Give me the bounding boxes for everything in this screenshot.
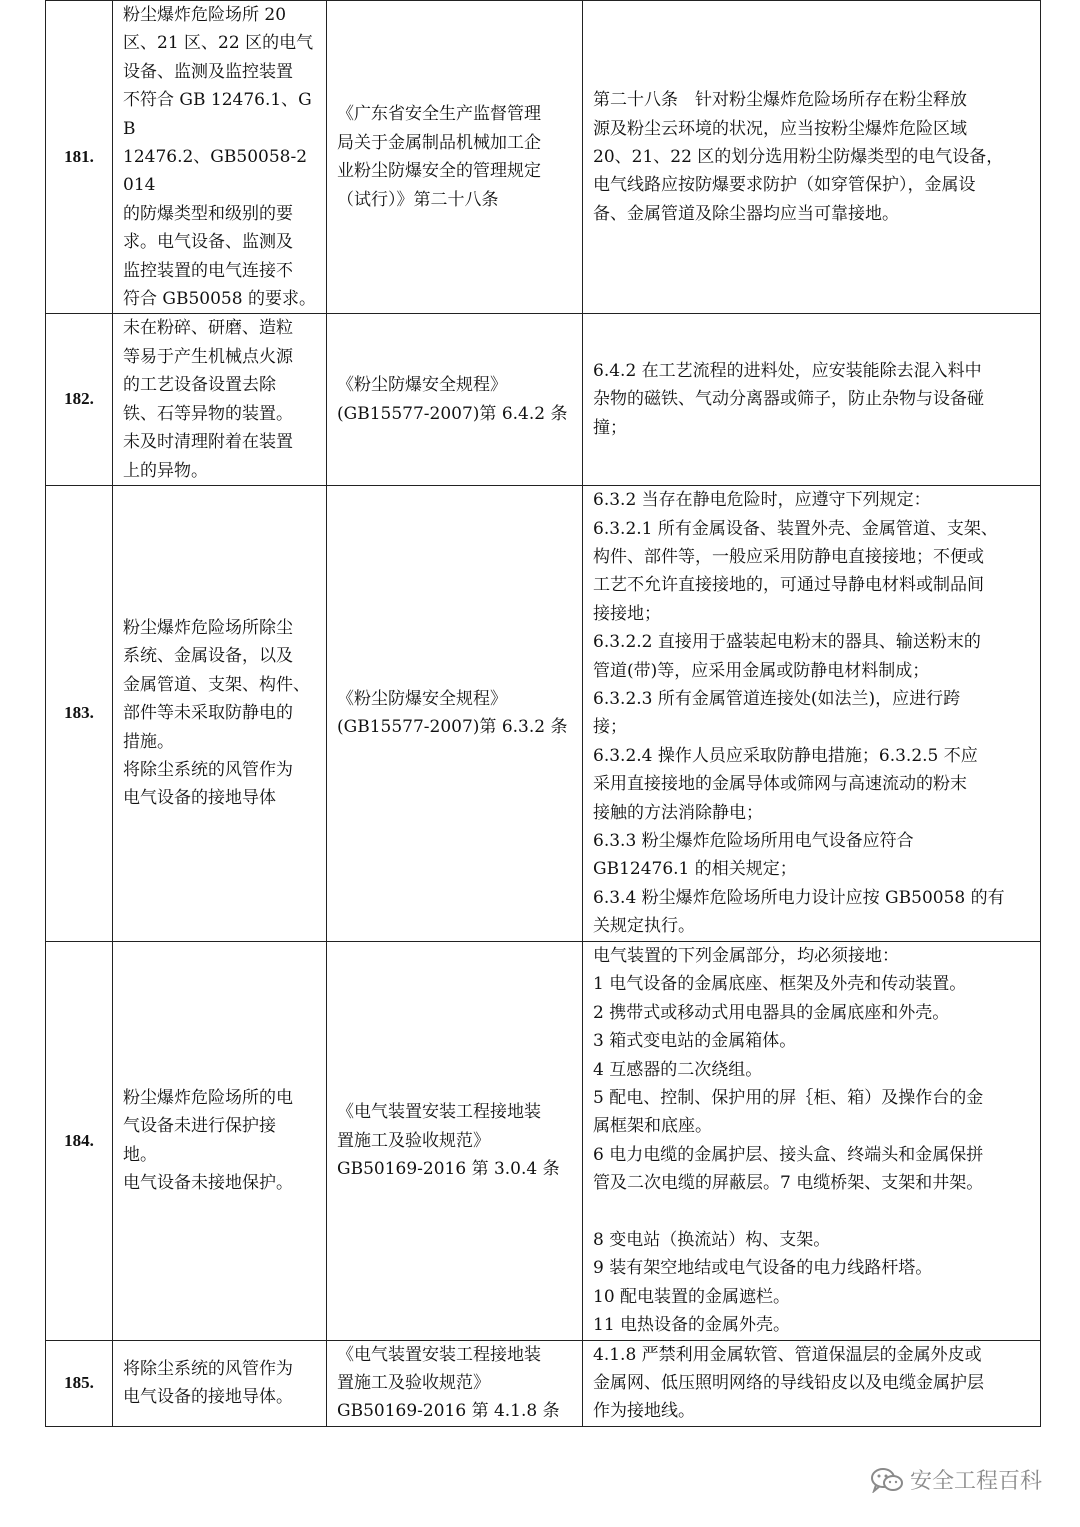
table-row — [46, 941, 1041, 1340]
row-number: 181. — [46, 1, 113, 314]
clause-line: 接； — [593, 717, 627, 738]
clause-line: 5 配电、控制、保护用的屏｛柜、箱）及操作台的金 — [593, 1087, 984, 1108]
clause-line: 作为接地线。 — [593, 1401, 695, 1422]
table-body — [46, 1, 1041, 1427]
basis-line: 置施工及验收规范》 — [337, 1130, 490, 1151]
basis-line: 《粉尘防爆安全规程》 — [337, 689, 507, 709]
violation-line: 未在粉碎、研磨、造粒 — [123, 318, 293, 339]
wechat-icon — [870, 1467, 904, 1493]
clause-line: 备、金属管道及除尘器均应当可靠接地。 — [593, 203, 899, 224]
violation-line: 上的异物。 — [123, 460, 208, 481]
watermark — [870, 1464, 1042, 1495]
clause-line: 采用直接接地的金属导体或筛网与高速流动的粉末 — [593, 774, 967, 795]
clause-line: 6.3.2.4 操作人员应采取防静电措施；6.3.2.5 不应 — [593, 745, 978, 766]
row-number: 185. — [46, 1340, 113, 1426]
clause-line: 10 配电装置的金属遮栏。 — [593, 1286, 791, 1307]
clause-line: 管及二次电缆的屏蔽层。7 电缆桥架、支架和井架。 — [593, 1173, 984, 1194]
violation-line: 粉尘爆炸危险场所 20 — [123, 5, 287, 25]
clause-line: 6 电力电缆的金属护层、接头盒、终端头和金属保拼 — [593, 1144, 984, 1165]
violation-line: 气设备未进行保护接 — [123, 1116, 276, 1137]
row-number: 182. — [46, 314, 113, 485]
row-number: 184. — [46, 941, 113, 1340]
violation-line: 部件等未采取防静电的 — [123, 703, 293, 724]
clause-cell — [583, 1340, 1041, 1426]
basis-line: 《广东省安全生产监督管理 — [337, 104, 541, 125]
clause-line: 电气装置的下列金属部分，均必须接地： — [593, 945, 899, 966]
violation-line: 的防爆类型和级别的要 — [123, 203, 293, 224]
basis-line: (GB15577-2007)第 6.3.2 条 — [337, 717, 568, 738]
table-row — [46, 1, 1041, 314]
clause-line: 6.3.3 粉尘爆炸危险场所用电气设备应符合 — [593, 831, 914, 852]
basis-line: 局关于金属制品机械加工企 — [337, 132, 541, 153]
violation-line: 金属管道、支架、构件、 — [123, 674, 310, 695]
violation-line: 12476.2、GB50058-2014 — [123, 147, 308, 196]
violation-line: 监控装置的电气连接不 — [123, 260, 293, 281]
clause-line: 金属网、低压照明网络的导线铅皮以及电缆金属护层 — [593, 1373, 984, 1393]
violation-cell — [113, 314, 327, 485]
basis-cell — [327, 1, 583, 314]
clause-line: 1 电气设备的金属底座、框架及外壳和传动装置。 — [593, 974, 967, 995]
violation-line: 电气设备的接地导体 — [123, 788, 276, 809]
row-number: 183. — [46, 485, 113, 941]
clause-line: 6.3.2.1 所有金属设备、装置外壳、金属管道、支架、 — [593, 518, 998, 539]
regulation-table — [45, 0, 1041, 1427]
clause-line: 9 装有架空地结或电气设备的电力线路杆塔。 — [593, 1258, 933, 1279]
clause-line: 电气线路应按防爆要求防护（如穿管保护），金属设 — [593, 175, 976, 196]
violation-line: 求。电气设备、监测及 — [123, 232, 293, 253]
violation-line: 不符合 GB 12476.1、GB — [123, 90, 312, 139]
clause-line: 第二十八条 针对粉尘爆炸危险场所存在粉尘释放 — [593, 90, 967, 111]
basis-line: GB50169-2016 第 4.1.8 条 — [337, 1401, 560, 1422]
violation-line: 等易于产生机械点火源 — [123, 346, 293, 367]
watermark-text: 安全工程百科 — [909, 1469, 1042, 1494]
basis-line: 置施工及验收规范》 — [337, 1373, 490, 1393]
clause-cell — [583, 485, 1041, 941]
violation-cell — [113, 485, 327, 941]
clause-line: 撞； — [593, 417, 627, 438]
clause-line: 20、21、22 区的划分选用粉尘防爆类型的电气设备， — [593, 147, 1004, 168]
violation-line: 地。 — [123, 1144, 157, 1165]
clause-cell — [583, 314, 1041, 485]
clause-line: 属框架和底座。 — [593, 1116, 712, 1137]
violation-cell — [113, 1, 327, 314]
violation-line: 粉尘爆炸危险场所除尘 — [123, 617, 293, 638]
clause-line: GB12476.1 的相关规定； — [593, 859, 797, 880]
basis-line: 《电气装置安装工程接地装 — [337, 1344, 541, 1365]
violation-line: 电气设备的接地导体。 — [123, 1387, 293, 1408]
basis-line: 《粉尘防爆安全规程》 — [337, 375, 507, 396]
violation-line: 粉尘爆炸危险场所的电 — [123, 1087, 293, 1108]
clause-line — [593, 1198, 1030, 1226]
violation-line: 电气设备未接地保护。 — [123, 1173, 293, 1194]
clause-line: 构件、部件等，一般应采用防静电直接接地；不便或 — [593, 546, 984, 567]
basis-cell — [327, 314, 583, 485]
violation-line: 铁、石等异物的装置。 — [123, 403, 293, 424]
violation-line: 设备、监测及监控装置 — [123, 61, 293, 82]
clause-line: 2 携带式或移动式用电器具的金属底座和外壳。 — [593, 1002, 950, 1023]
table-row — [46, 314, 1041, 485]
clause-line: 6.3.2 当存在静电危险时，应遵守下列规定： — [593, 490, 931, 511]
basis-line: 《电气装置安装工程接地装 — [337, 1102, 541, 1123]
clause-line: 11 电热设备的金属外壳。 — [593, 1315, 791, 1336]
violation-line: 的工艺设备设置去除 — [123, 375, 276, 396]
clause-line: 6.4.2 在工艺流程的进料处，应安装能除去混入料中 — [593, 361, 982, 382]
basis-line: （试行）》第二十八条 — [337, 189, 499, 210]
clause-line: 4 互感器的二次绕组。 — [593, 1059, 763, 1080]
clause-line: 4.1.8 严禁利用金属软管、管道保温层的金属外皮或 — [593, 1344, 982, 1365]
violation-line: 将除尘系统的风管作为 — [123, 760, 293, 781]
clause-cell — [583, 941, 1041, 1340]
clause-line: 接接地； — [593, 603, 661, 624]
clause-line: 6.3.2.3 所有金属管道连接处(如法兰)，应进行跨 — [593, 689, 961, 709]
clause-line: 接触的方法消除静电； — [593, 802, 763, 823]
violation-line: 未及时清理附着在装置 — [123, 432, 293, 453]
clause-line: 源及粉尘云环境的状况，应当按粉尘爆炸危险区域 — [593, 118, 967, 139]
clause-line: 6.3.4 粉尘爆炸危险场所电力设计应按 GB50058 的有 — [593, 887, 1005, 908]
basis-line: 业粉尘防爆安全的管理规定 — [337, 161, 541, 182]
clause-line: 工艺不允许直接接地的，可通过导静电材料或制品间 — [593, 575, 984, 596]
basis-line: GB50169-2016 第 3.0.4 条 — [337, 1158, 560, 1179]
clause-line: 3 箱式变电站的金属箱体。 — [593, 1031, 797, 1052]
clause-line: 6.3.2.2 直接用于盛装起电粉末的器具、输送粉末的 — [593, 632, 981, 653]
basis-cell — [327, 485, 583, 941]
violation-cell — [113, 1340, 327, 1426]
table-row — [46, 1340, 1041, 1426]
violation-line: 系统、金属设备，以及 — [123, 646, 293, 667]
violation-line: 区、21 区、22 区的电气 — [123, 33, 314, 54]
clause-cell — [583, 1, 1041, 314]
clause-line: 8 变电站（换流站）构、支架。 — [593, 1229, 831, 1250]
clause-line: 关规定执行。 — [593, 916, 695, 937]
violation-cell — [113, 941, 327, 1340]
basis-cell — [327, 1340, 583, 1426]
violation-line: 符合 GB50058 的要求。 — [123, 289, 316, 310]
violation-line: 将除尘系统的风管作为 — [123, 1358, 293, 1379]
basis-cell — [327, 941, 583, 1340]
basis-line: (GB15577-2007)第 6.4.2 条 — [337, 403, 568, 424]
table-row — [46, 485, 1041, 941]
violation-line: 措施。 — [123, 731, 174, 752]
clause-line: 管道(带)等，应采用金属或防静电材料制成； — [593, 660, 930, 681]
clause-line: 杂物的磁铁、气动分离器或筛子，防止杂物与设备碰 — [593, 389, 984, 410]
